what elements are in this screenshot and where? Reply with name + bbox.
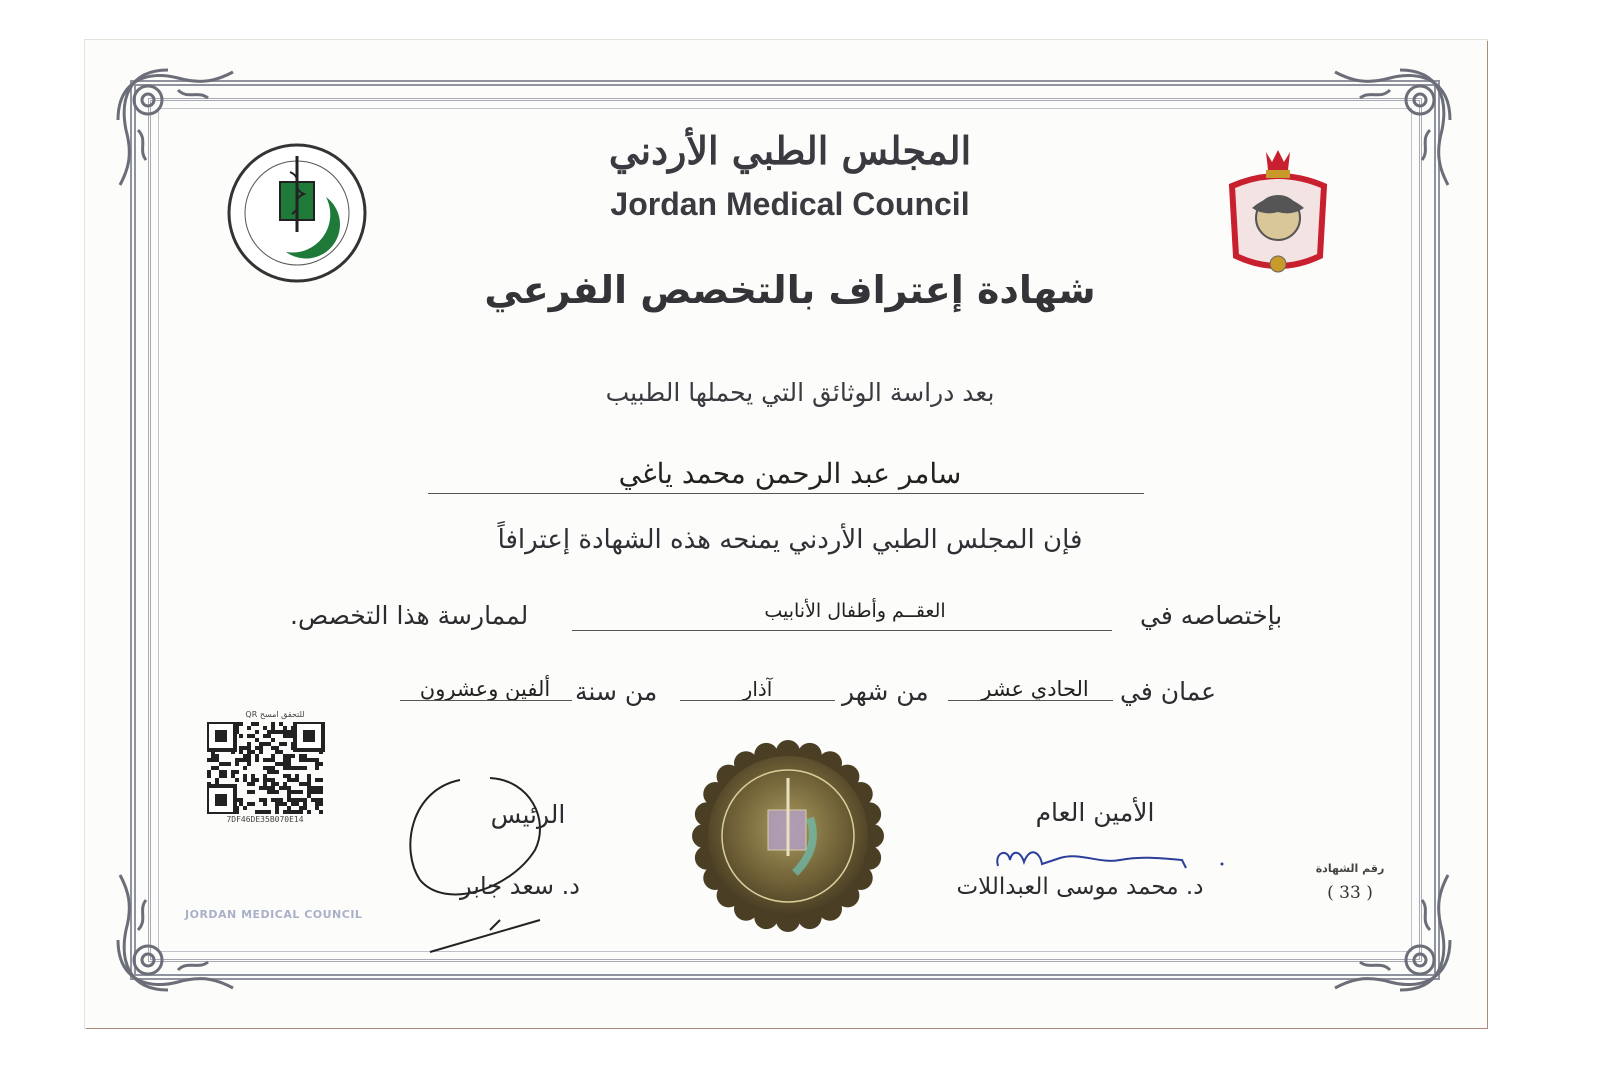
specialty-value: العقــم وأطفال الأنابيب (764, 600, 946, 622)
date-year-label: من سنة (575, 677, 658, 706)
qr-code-text: 7DF46DE35B070E14 (226, 815, 304, 824)
specialty-label: بإختصاصه في (1140, 601, 1283, 630)
footer-watermark: JORDAN MEDICAL COUNCIL (185, 908, 363, 921)
specialty-suffix: لممارسة هذا التخصص. (290, 601, 529, 630)
president-name: د. سعد جابر (460, 872, 580, 900)
hologram-seal-icon (690, 738, 886, 934)
president-title: الرئيس (490, 800, 566, 829)
president-signature-icon (400, 770, 560, 960)
corner-ornament-icon (108, 870, 238, 1000)
coat-of-arms-icon (1222, 146, 1334, 288)
grant-text: فإن المجلس الطبي الأردني يمنحه هذه الشهادة إعترافاً (497, 525, 1083, 555)
corner-ornament-icon (108, 60, 238, 190)
date-month-underline (680, 700, 835, 701)
council-name-english: Jordan Medical Council (610, 186, 970, 222)
council-logo-icon (226, 142, 368, 284)
certificate-number-label: رقم الشهادة (1315, 862, 1385, 875)
council-name-arabic: المجلس الطبي الأردني (608, 128, 972, 173)
certificate-number-value: ( 33 ) (1327, 883, 1373, 903)
secretary-name: د. محمد موسى العبداللات (956, 874, 1204, 900)
date-month: آذار (742, 677, 773, 701)
date-year-underline (400, 700, 572, 701)
doctor-name: سامر عبد الرحمن محمد ياغي (618, 457, 962, 490)
specialty-underline (572, 630, 1112, 631)
intro-text: بعد دراسة الوثائق التي يحملها الطبيب (605, 378, 995, 407)
date-city: عمان في (1120, 677, 1217, 706)
date-day-underline (948, 700, 1113, 701)
date-month-label: من شهر (842, 677, 929, 706)
date-year: ألفين وعشرون (419, 677, 551, 701)
secretary-signature-icon (990, 842, 1230, 876)
corner-ornament-icon (1330, 60, 1460, 190)
qr-code-icon[interactable] (207, 722, 325, 814)
doctor-name-underline (428, 493, 1144, 494)
secretary-title: الأمين العام (1035, 798, 1155, 827)
date-day: الحادي عشر (981, 677, 1089, 701)
qr-label: للتحقق امسح QR (245, 710, 305, 719)
certificate-title: شهادة إعتراف بالتخصص الفرعي (484, 268, 1096, 312)
